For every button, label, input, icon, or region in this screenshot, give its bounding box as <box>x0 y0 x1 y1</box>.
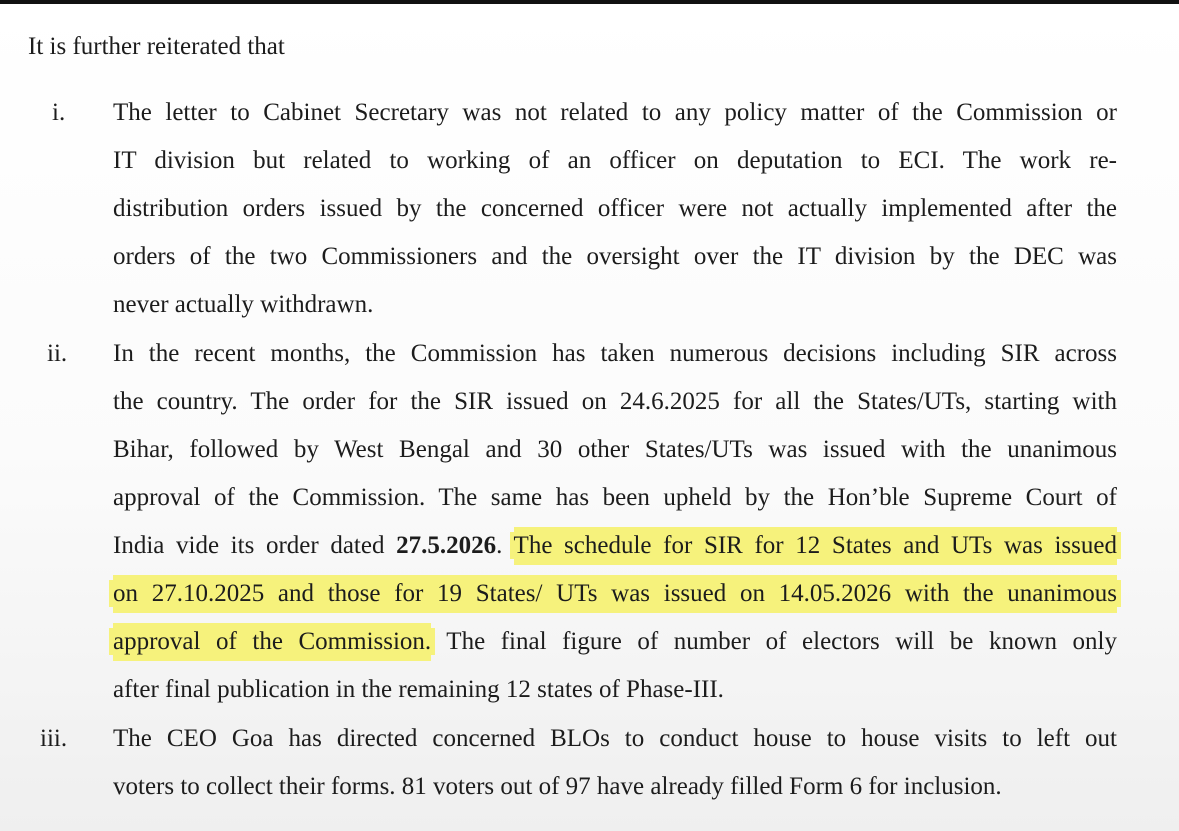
item-paragraph <box>113 330 1117 714</box>
paragraph-line: The CEO Goa has directed concerned BLOs to conduct house to house visits to left out <box>113 725 1117 752</box>
item-paragraph <box>113 89 1117 329</box>
paragraph-line: approval of the Commission. The same has been upheld by the Hon’ble Supreme Court of <box>113 484 1117 511</box>
top-border-rule <box>0 0 1179 4</box>
paragraph-line: voters to collect their forms. 81 voters out of 97 have already filled Form 6 for inclusion. <box>113 773 1002 800</box>
highlighted-text: The schedule for SIR for 12 States and UTs was issued <box>513 532 1117 559</box>
paragraph-line: Bihar, followed by West Bengal and 30 other States/UTs was issued with the unanimous <box>113 436 1117 463</box>
item-numeral: i. <box>52 99 66 126</box>
item-numeral: ii. <box>47 340 68 367</box>
highlighted-text: on 27.10.2025 and those for 19 States/ UTs was issued on 14.05.2026 with the unanimous <box>113 580 1117 607</box>
paragraph-line <box>113 570 1117 618</box>
paragraph-line <box>113 618 1117 666</box>
intro-sentence: It is further reiterated that <box>28 33 285 60</box>
highlighted-text: approval of the Commission. <box>113 628 432 655</box>
paragraph-line: The letter to Cabinet Secretary was not related to any policy matter of the Commission or <box>113 99 1117 126</box>
paragraph-line: orders of the two Commissioners and the oversight over the IT division by the DEC was <box>113 243 1117 270</box>
order-date-bold: 27.5.2026 <box>396 532 497 559</box>
paragraph-line <box>113 522 1117 570</box>
item-numeral: iii. <box>40 725 68 752</box>
paragraph-line: IT division but related to working of an officer on deputation to ECI. The work re- <box>113 147 1117 174</box>
paragraph-line: never actually withdrawn. <box>113 291 374 318</box>
line-text: The final figure of number of electors will be known only <box>431 628 1117 655</box>
paragraph-line: after final publication in the remaining 12 states of Phase-III. <box>113 676 724 703</box>
line-text: India vide its order dated <box>113 532 397 559</box>
paragraph-line: In the recent months, the Commission has taken numerous decisions including SIR across <box>113 340 1117 367</box>
line-text: . <box>496 532 514 559</box>
paragraph-line: distribution orders issued by the concerned officer were not actually implemented after the <box>113 195 1117 222</box>
paragraph-line: the country. The order for the SIR issued on 24.6.2025 for all the States/UTs, starting with <box>113 388 1117 415</box>
item-paragraph <box>113 715 1117 811</box>
